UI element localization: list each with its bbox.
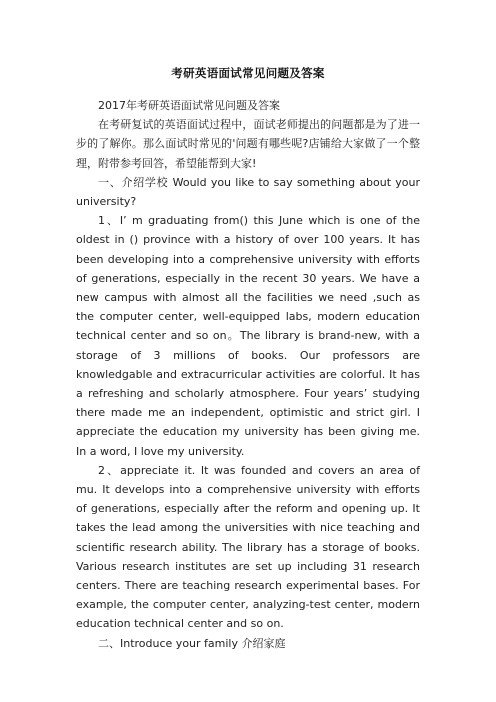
paragraph-subtitle: 2017年考研英语面试常见问题及答案 (98, 99, 280, 112)
paragraph-answer-2: 2、appreciate it. It was founded and covers an area of mu. It develops into a comprehensive university with efforts of generations, especially after the reform and opening up. It takes the lead among the universities with nice teaching and scientific research ability. The library has a storage of books. Various research institutes are set up including 31 research centers. There are teaching research experimental bases. For example, the computer center, analyzing-test center, modern education technical center and so on. (76, 463, 420, 631)
document-body (76, 96, 420, 653)
section-heading-school: 一、介绍学校 Would you like to say something about your university? (76, 175, 420, 209)
paragraph-answer-1: 1、I’ m graduating from() this June which is one of the oldest in () province with a history of over 100 years. It has been developing into a comprehensive university with efforts of generations, especially in the recent 30 years. We have a new campus with almost all the facilities we need ,such as the computer center, well-equipped labs, modern education technical center and so on。The library is brand-new, with a storage of 3 millions of books. Our professors are knowledgable and extracurricular activities are colorful. It has a refreshing and scholarly atmosphere. Four years’ studying there made me an independent, optimistic and strict girl. I appreciate the education my university has been giving me. In a word, I love my university. (76, 214, 420, 458)
section-heading-family: 二、Introduce your family 介绍家庭 (98, 636, 286, 650)
paragraph-intro: 在考研复试的英语面试过程中，面试老师提出的问题都是为了进一步的了解你。那么面试时常见的'问题有哪些呢?店铺给大家做了一个整理，附带参考回答，希望能帮到大家! (76, 118, 420, 170)
page-title: 考研英语面试常见问题及答案 (171, 66, 325, 80)
